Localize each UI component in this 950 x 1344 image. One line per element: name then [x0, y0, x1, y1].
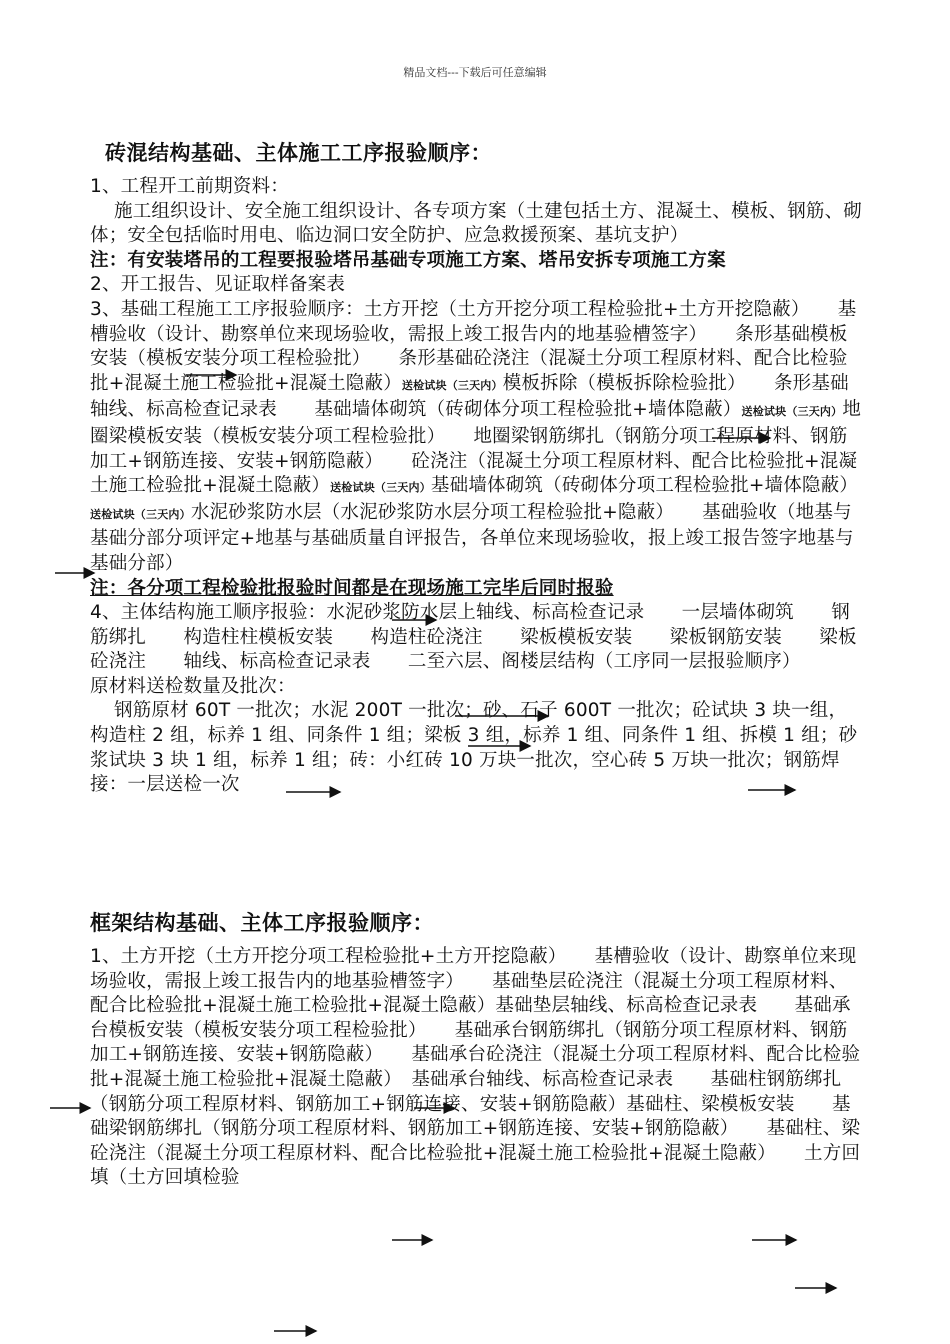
frame-item-1: 1、土方开挖（土方开挖分项工程检验批+土方开挖隐蔽） 基槽验收（设计、勘察单位来现场验收，需报上竣工报告内的地基验槽签字） 基础垫层砼浇注（混凝土分项工程原材料、配合比检验批+混凝土施工检验批+混凝土隐蔽）基础垫层轴线、标高检查记录表 基础承台模板安装（模板安装分项工程检验批） 基础承台钢筋绑扎（钢筋分项工程原材料、钢筋加工+钢筋连接、安装+钢筋隐蔽） 基础承台砼浇注（混凝土分项工程原材料、配合比检验批+混凝土施工检验批+混凝土隐蔽） 基础承台轴线、标高检查记录表 基础柱钢筋绑扎（钢筋分项工程原材料、钢筋加工+钢筋连接、安装+钢筋隐蔽）基础柱、梁模板安装 基础梁钢筋绑扎（钢筋分项工程原材料、钢筋加工+钢筋连接、安装+钢筋隐蔽） 基础柱、梁砼浇注（混凝土分项工程原材料、配合比检验批+混凝土施工检验批+混凝土隐蔽） 土方回填（土方回填检验 [90, 946, 861, 1189]
page-header: 精品文档---下载后可任意编辑 [403, 66, 547, 79]
item-1-content: 施工组织设计、安全施工组织设计、各专项方案（土建包括土方、混凝土、模板、钢筋、砌体；安全包括临时用电、临边洞口安全防护、应急救援预案、基坑支护） [90, 200, 863, 247]
item-1-heading: 1、工程开工前期资料： [90, 176, 289, 197]
item-2: 2、开工报告、见证取样备案表 [90, 274, 346, 296]
section1-title: 砖混结构基础、主体施工工序报验顺序： [105, 141, 492, 165]
item-3-text-e: 水泥砂浆防水层（水泥砂浆防水层分项工程检验批+隐蔽） 基础验收（地基与基础分部分项评定+地基与基础质量自评报告，各单位来现场验收，报上竣工报告签字地基与基础分部） [90, 501, 854, 574]
test-block-label: 送检试块（三天内） [401, 378, 503, 392]
test-block-label: 送检试块（三天内） [330, 481, 431, 495]
materials-heading: 原材料送检数量及批次： [90, 675, 296, 697]
item-3-text-d: 基础墙体砌筑（砖砌体分项工程检验批+墙体隐蔽） [430, 475, 859, 497]
test-block-label: 送检试块（三天内） [90, 507, 191, 521]
item-3-text-a: 3、基础工程施工工序报验顺序：土方开挖（土方开挖分项工程检验批+土方开挖隐蔽） 基槽验收（设计、勘察单位来现场验收，需报上竣工报告内的地基验槽签字） 条形基础模板安装（模板安装分项工程检验批） 条形基础砼浇注（混凝土分项工程原材料、配合比检验批+混凝土施工检验批+混凝土隐蔽） [90, 298, 857, 394]
item-3-text-c: 地圈梁模板安装（模板安装分项工程检验批） 地圈梁钢筋绑扎（钢筋分项工程原材料、钢筋加工+钢筋连接、安装+钢筋隐蔽） 砼浇注（混凝土分项工程原材料、配合比检验批+混凝土施工检验批+混凝土隐蔽） [90, 399, 862, 497]
test-block-label: 送检试块（三天内） [741, 405, 843, 419]
item-4-main-structure: 4、主体结构施工顺序报验：水泥砂浆防水层上轴线、标高检查记录 一层墙体砌筑 钢筋绑扎 构造柱柱模板安装 构造柱砼浇注 梁板模板安装 梁板钢筋安装 梁板砼浇注 轴线、标高检查记录表 二至六层、阁楼层结构（工序同一层报验顺序） [90, 602, 857, 673]
item-3-text-b: 模板拆除（模板拆除检验批） 条形基础轴线、标高检查记录表 基础墙体砌筑（砖砌体分项工程检验批+墙体隐蔽） [90, 372, 849, 421]
section2-title: 框架结构基础、主体工序报验顺序： [90, 911, 434, 935]
materials-content: 钢筋原材 60T 一批次；水泥 200T 一批次；砂、石子 600T 一批次；砼试块 3 块一组，构造柱 2 组，标养 1 组、同条件 1 组；梁板 3 组，标养 1 组、同条件 1 组、拆模 1 组；砂浆试块 3 块 1 组，标养 1 组；砖：小红砖 10 万块一批次，空心砖 5 万块一批次；钢筋焊接：一层送检一次 [90, 700, 858, 796]
section1-body [90, 175, 865, 798]
note-inspection-timing: 注：各分项工程检验批报验时间都是在现场施工完毕后同时报验 [90, 577, 614, 599]
note-tower-crane: 注：有安装塔吊的工程要报验塔吊基础专项施工方案、塔吊安拆专项施工方案 [90, 249, 726, 271]
item-3-foundation [90, 298, 865, 577]
section2-body [90, 945, 865, 1191]
